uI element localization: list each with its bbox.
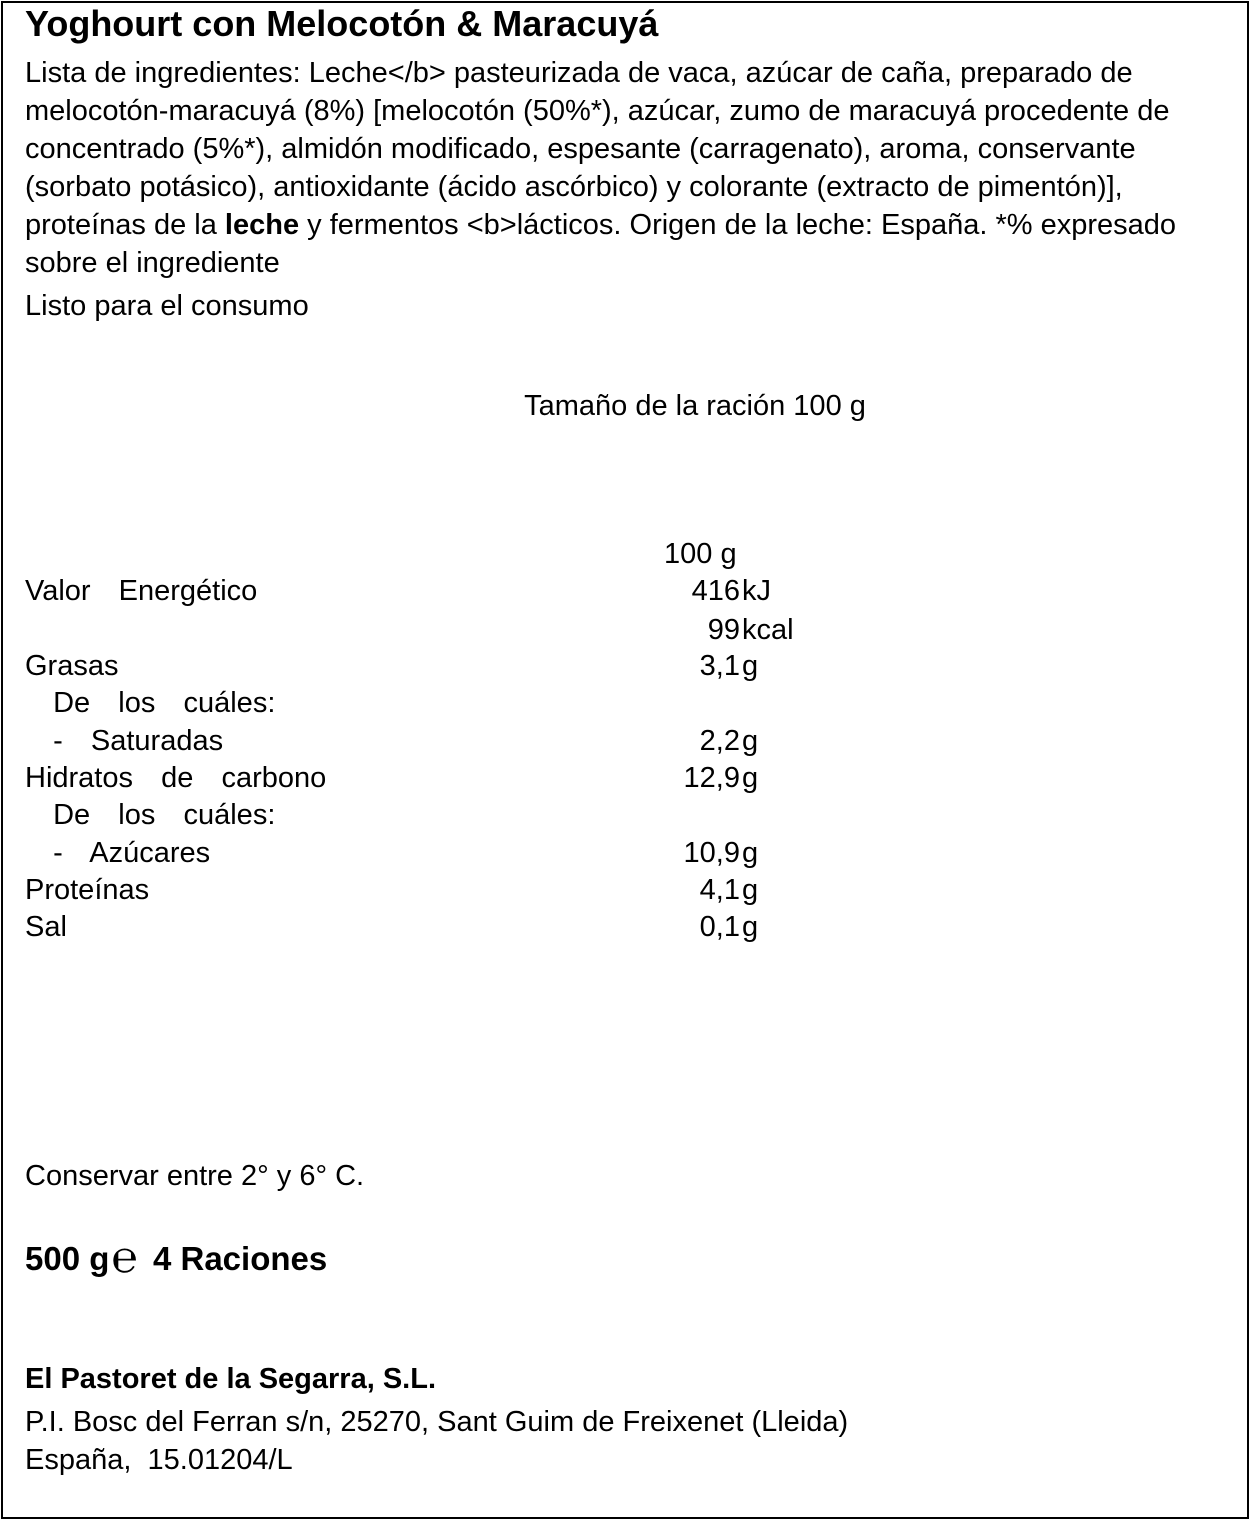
nutrient-value: 10,9 — [683, 837, 740, 869]
nutrition-column-header: 100 g — [664, 538, 737, 570]
nutrient-unit: g — [742, 911, 759, 943]
nutrition-row-sugars — [25, 834, 1025, 872]
nutrition-row-protein — [25, 871, 1025, 909]
nutrient-unit: g — [742, 762, 759, 794]
nutrition-row-of-which-fat — [25, 684, 1025, 722]
ingredients-prefix: Lista de ingredientes: Leche</b> pasteurizada de vaca, azúcar de caña, preparado de melocotón-maracuyá (8%) [melocotón (50%*), azúcar, zumo de maracuyá procedente de concentrado (5%*), almidón modificado, espesante (carragenato), aroma, conservante (sorbato potásico), antioxidante (ácido ascórbico) y colorante (extracto de pimentón)], proteínas de la — [25, 57, 1170, 241]
nutrient-label: De los cuáles: — [25, 799, 276, 831]
nutrient-value: 2,2 — [699, 725, 740, 757]
nutrient-label: Sal — [25, 911, 67, 943]
nutrient-unit: g — [742, 837, 759, 869]
nutrient-value: 4,1 — [699, 874, 740, 906]
ingredients-suffix: y fermentos <b>lácticos. Origen de la leche: España. *% expresado sobre el ingrediente — [25, 209, 1177, 279]
company-name: El Pastoret de la Segarra, S.L. — [25, 1363, 436, 1395]
nutrition-row-salt — [25, 908, 1025, 946]
nutrient-label: Hidratos de carbono — [25, 762, 327, 794]
nutrient-label: De los cuáles: — [25, 687, 276, 719]
nutrient-label: Valor Energético — [25, 575, 258, 607]
company-address: P.I. Bosc del Ferran s/n, 25270, Sant Guim de Freixenet (Lleida) — [25, 1406, 849, 1438]
product-title: Yoghourt con Melocotón & Maracuyá — [25, 3, 659, 44]
net-weight: 500 g — [25, 1240, 110, 1277]
serving-size: Tamaño de la ración 100 g — [524, 390, 866, 422]
nutrient-value: 3,1 — [699, 650, 740, 682]
ready-to-eat-text: Listo para el consumo — [25, 290, 309, 322]
nutrition-row-carbohydrates — [25, 759, 1025, 797]
nutrient-value: 99 — [707, 614, 740, 646]
nutrient-unit: g — [742, 874, 759, 906]
nutrient-label: Proteínas — [25, 874, 150, 906]
estimated-sign-icon: ℮ — [111, 1232, 138, 1283]
nutrition-row-energy-kcal — [25, 611, 1025, 649]
ingredients-list — [25, 54, 1205, 282]
nutrient-unit: kcal — [742, 614, 794, 646]
nutrient-value: 0,1 — [699, 911, 740, 943]
nutrition-row-saturated — [25, 722, 1025, 760]
net-quantity — [25, 1232, 328, 1283]
nutrition-row-energy-kj — [25, 572, 1025, 610]
nutrient-label: - Saturadas — [25, 725, 224, 757]
nutrient-unit: g — [742, 650, 759, 682]
nutrition-row-of-which-carbs — [25, 796, 1025, 834]
nutrient-value: 416 — [691, 575, 740, 607]
storage-instructions: Conservar entre 2° y 6° C. — [25, 1160, 365, 1192]
company-country-registry: España, 15.01204/L — [25, 1444, 293, 1476]
portions-count: 4 Raciones — [152, 1240, 328, 1277]
nutrient-unit: kJ — [742, 575, 771, 607]
nutrient-label: Grasas — [25, 650, 119, 682]
nutrition-row-fat — [25, 647, 1025, 685]
ingredients-allergen: leche — [224, 209, 300, 241]
nutrient-value: 12,9 — [683, 762, 740, 794]
nutrient-label: - Azúcares — [25, 837, 211, 869]
nutrient-unit: g — [742, 725, 759, 757]
